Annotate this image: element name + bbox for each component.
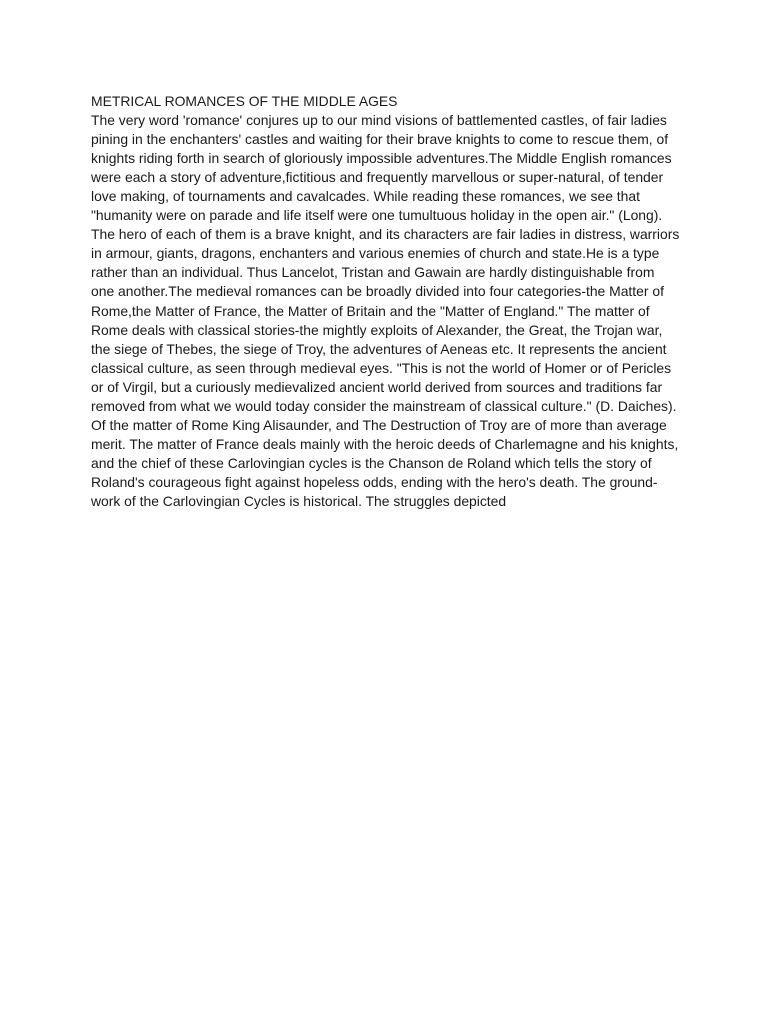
text-line: Roland's courageous fight against hopeless odds, ending with the hero's death. The ground-: [91, 473, 658, 490]
text-line: Rome deals with classical stories-the mightly exploits of Alexander, the Great, the Trojan war,: [91, 321, 663, 338]
text-line: or of Virgil, but a curiously medievalized ancient world derived from sources and traditions far: [91, 378, 663, 395]
text-line: "humanity were on parade and life itself were one tumultuous holiday in the open air." (Long).: [91, 207, 663, 224]
text-line: rather than an individual. Thus Lancelot, Tristan and Gawain are hardly distinguishable from: [91, 264, 655, 281]
text-line: pining in the enchanters' castles and waiting for their brave knights to come to rescue them, of: [91, 131, 669, 148]
text-line: Of the matter of Rome King Alisaunder, and The Destruction of Troy are of more than average: [91, 416, 667, 433]
text-line: The very word 'romance' conjures up to our mind visions of battlemented castles, of fair ladies: [91, 112, 667, 129]
text-line: one another.The medieval romances can be broadly divided into four categories-the Matter of: [91, 283, 664, 300]
text-line: removed from what we would today consider the mainstream of classical culture." (D. Daiches).: [91, 397, 677, 414]
text-line: Rome,the Matter of France, the Matter of Britain and the "Matter of England." The matter of: [91, 302, 650, 319]
text-line: merit. The matter of France deals mainly with the heroic deeds of Charlemagne and his knights,: [91, 435, 679, 452]
text-line: classical culture, as seen through medieval eyes. "This is not the world of Homer or of Pericles: [91, 359, 672, 376]
text-line: in armour, giants, dragons, enchanters and various enemies of church and state.He is a type: [91, 245, 660, 262]
text-line: The hero of each of them is a brave knight, and its characters are fair ladies in distress, warriors: [91, 226, 680, 243]
text-line: work of the Carlovingian Cycles is historical. The struggles depicted: [91, 492, 507, 509]
document-title: METRICAL ROMANCES OF THE MIDDLE AGES: [91, 93, 398, 109]
text-line: were each a story of adventure,fictitious and frequently marvellous or super-natural, of tender: [91, 169, 664, 186]
text-line: the siege of Thebes, the siege of Troy, the adventures of Aeneas etc. It represents the ancient: [91, 340, 667, 357]
text-line: knights riding forth in search of gloriously impossible adventures.The Middle English romances: [91, 150, 672, 167]
document-body: [91, 92, 680, 511]
text-line: love making, of tournaments and cavalcades. While reading these romances, we see that: [91, 188, 640, 205]
text-line: and the chief of these Carlovingian cycles is the Chanson de Roland which tells the story of: [91, 454, 652, 471]
